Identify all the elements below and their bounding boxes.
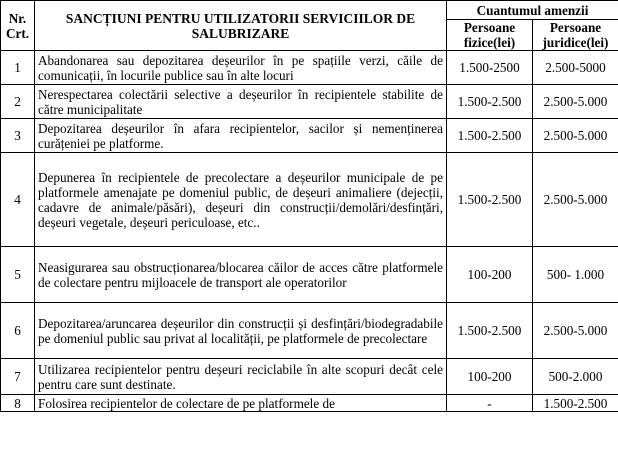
- row-fine-juridice: 1.500-2.500: [533, 395, 618, 412]
- row-fine-juridice: 2.500-5.000: [533, 119, 618, 153]
- row-fine-juridice: 500- 1.000: [533, 247, 618, 303]
- row-fine-juridice: 2.500-5000: [533, 51, 618, 85]
- row-description: Depozitarea/aruncarea deșeurilor din construcții și desfințări/biodegradabile pe domeniul public sau privat al localității, pe platformele de precolectare: [35, 303, 447, 359]
- row-description: Nerespectarea colectării selective a deșeurilor în recipientele stabilite de către municipalitate: [35, 85, 447, 119]
- row-description: Neasigurarea sau obstrucționarea/blocarea căilor de acces către platformele de colectare pentru mijloacele de transport ale operatorilor: [35, 247, 447, 303]
- row-fine-juridice: 2.500-5.000: [533, 153, 618, 247]
- row-number: 8: [1, 395, 35, 412]
- amount-group-header: Cuantumul amenzii: [447, 1, 618, 20]
- row-fine-juridice: 2.500-5.000: [533, 303, 618, 359]
- row-fine-fizice: 100-200: [447, 247, 533, 303]
- row-description: Depunerea în recipientele de precolectare a deșeurilor municipale de pe platformele amenajate pe domeniul public, de deșeuri animaliere (dejecții, cadavre de animale/păsări), deșeuri din construcții/demolări/desfințări, deșeuri vegetale, deșeuri periculoase, etc..: [35, 153, 447, 247]
- juridice-header: Persoane juridice(lei): [533, 20, 618, 51]
- row-number: 2: [1, 85, 35, 119]
- row-description: Folosirea recipientelor de colectare de pe platformele de: [35, 395, 447, 412]
- table-row: [1, 153, 618, 247]
- nr-header: Nr. Crt.: [1, 1, 35, 51]
- header-row-top: [1, 1, 618, 20]
- row-fine-fizice: 1.500-2.500: [447, 153, 533, 247]
- table-row: [1, 247, 618, 303]
- row-number: 1: [1, 51, 35, 85]
- row-fine-fizice: 1.500-2.500: [447, 85, 533, 119]
- row-number: 7: [1, 359, 35, 395]
- row-description: Utilizarea recipientelor pentru deșeuri reciclabile în alte scopuri decât cele pentru care sunt destinate.: [35, 359, 447, 395]
- row-fine-fizice: -: [447, 395, 533, 412]
- row-number: 3: [1, 119, 35, 153]
- table-row: [1, 85, 618, 119]
- row-fine-juridice: 2.500-5.000: [533, 85, 618, 119]
- row-fine-juridice: 500-2.000: [533, 359, 618, 395]
- row-number: 5: [1, 247, 35, 303]
- table-row: [1, 119, 618, 153]
- table-row: [1, 51, 618, 85]
- fizice-header: Persoane fizice(lei): [447, 20, 533, 51]
- table-title: SANCȚIUNI PENTRU UTILIZATORII SERVICIILOR DE SALUBRIZARE: [35, 1, 447, 51]
- table-row: [1, 359, 618, 395]
- row-description: Abandonarea sau depozitarea deșeurilor în pe spațiile verzi, căile de comunicații, în locurile publice sau în alte locuri: [35, 51, 447, 85]
- row-fine-fizice: 1.500-2500: [447, 51, 533, 85]
- row-number: 6: [1, 303, 35, 359]
- row-fine-fizice: 1.500-2.500: [447, 119, 533, 153]
- row-fine-fizice: 1.500-2.500: [447, 303, 533, 359]
- row-fine-fizice: 100-200: [447, 359, 533, 395]
- table-row: [1, 395, 618, 412]
- row-description: Depozitarea deșeurilor în afara recipientelor, sacilor și nemenținerea curățeniei pe platforme.: [35, 119, 447, 153]
- row-number: 4: [1, 153, 35, 247]
- table-row: [1, 303, 618, 359]
